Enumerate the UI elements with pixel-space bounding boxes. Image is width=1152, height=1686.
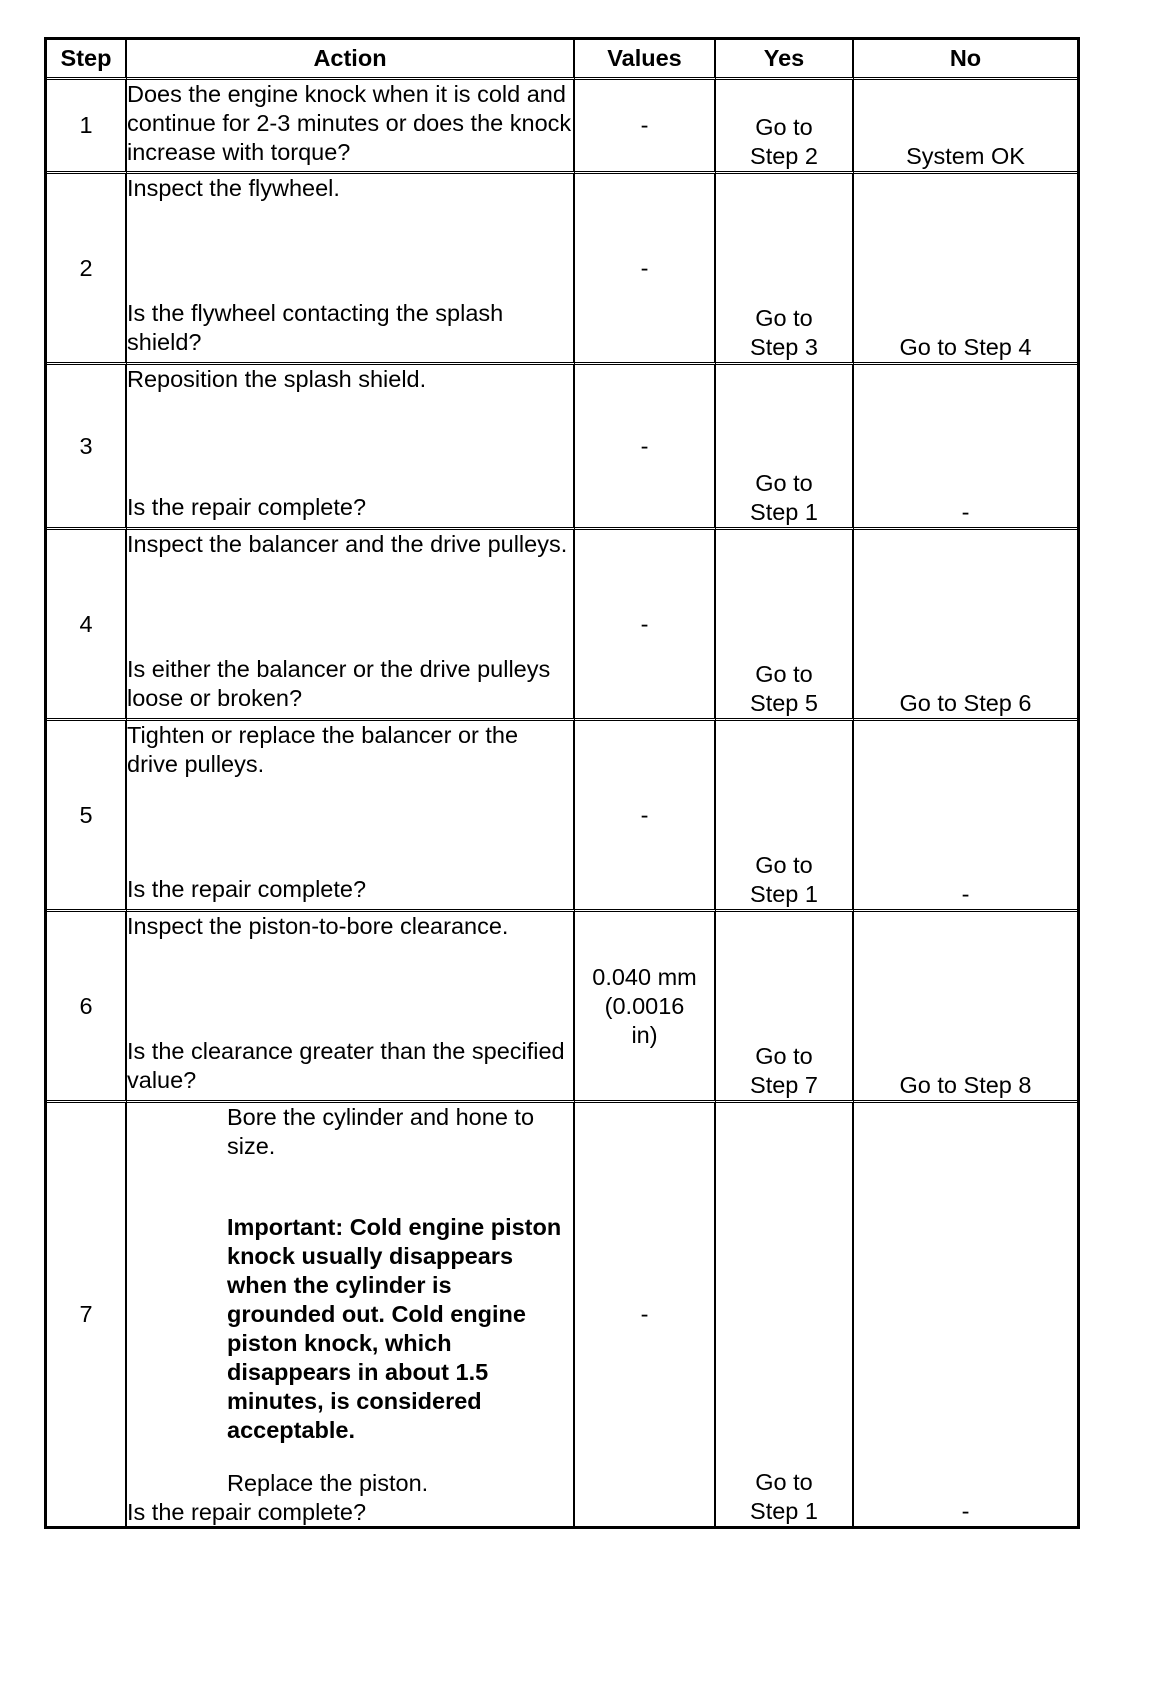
step-number: 1	[47, 80, 127, 174]
yes-text: Go to Step 1	[750, 470, 818, 525]
header-yes: Yes	[716, 40, 854, 80]
header-no: No	[854, 40, 1077, 80]
no-cell: -	[854, 721, 1077, 912]
values-cell: -	[575, 1103, 716, 1526]
action-cell	[127, 1103, 575, 1526]
table-row	[47, 1103, 1077, 1526]
yes-text: Go to Step 2	[750, 114, 818, 169]
values-cell: -	[575, 721, 716, 912]
action-text: Tighten or replace the balancer or the drive pulleys.	[127, 722, 519, 777]
values-cell: -	[575, 365, 716, 530]
action-cell	[127, 174, 575, 365]
yes-text: Go to Step 3	[750, 305, 818, 360]
table-row	[47, 721, 1077, 912]
action-question: Is either the balancer or the drive pulleys loose or broken?	[127, 656, 551, 711]
yes-cell	[716, 912, 854, 1103]
yes-cell	[716, 530, 854, 721]
values-cell: -	[575, 174, 716, 365]
action-text: Inspect the flywheel.	[127, 175, 340, 201]
header-step: Step	[47, 40, 127, 80]
action-text: Bore the cylinder and hone to size.	[227, 1104, 535, 1159]
yes-text: Go to Step 1	[750, 852, 818, 907]
header-action: Action	[127, 40, 575, 80]
table-row	[47, 912, 1077, 1103]
table-row	[47, 530, 1077, 721]
no-cell: Go to Step 6	[854, 530, 1077, 721]
action-cell	[127, 80, 575, 174]
table-row	[47, 365, 1077, 530]
action-question: Is the flywheel contacting the splash shield?	[127, 300, 504, 355]
step-number: 2	[47, 174, 127, 365]
step-number: 3	[47, 365, 127, 530]
action-cell	[127, 365, 575, 530]
table-row	[47, 174, 1077, 365]
action-cell	[127, 530, 575, 721]
yes-text: Go to Step 5	[750, 661, 818, 716]
yes-text: Go to Step 7	[750, 1043, 818, 1098]
step-number: 7	[47, 1103, 127, 1526]
yes-cell	[716, 721, 854, 912]
step-number: 4	[47, 530, 127, 721]
yes-cell	[716, 1103, 854, 1526]
diagnostic-table	[44, 37, 1080, 1529]
action-question: Is the repair complete?	[127, 1499, 367, 1525]
important-note: Important: Cold engine piston knock usually disappears when the cylinder is grounded out. Cold engine piston knock, which disappears in about 1.5 minutes, is considered acceptable.	[227, 1214, 562, 1443]
header-row	[47, 40, 1077, 80]
action-text: Does the engine knock when it is cold and continue for 2-3 minutes or does the knock increase with torque?	[127, 81, 572, 165]
no-cell: System OK	[854, 80, 1077, 174]
action-cell	[127, 721, 575, 912]
no-cell: -	[961, 1498, 970, 1524]
action-cell	[127, 912, 575, 1103]
table-row	[47, 80, 1077, 174]
yes-cell	[716, 365, 854, 530]
action-question: Is the repair complete?	[127, 494, 367, 520]
action-text: Replace the piston.	[227, 1470, 429, 1496]
action-question: Is the repair complete?	[127, 876, 367, 902]
yes-cell	[716, 80, 854, 174]
no-cell: Go to Step 4	[854, 174, 1077, 365]
action-text: Inspect the balancer and the drive pulleys.	[127, 531, 568, 557]
yes-cell	[716, 174, 854, 365]
no-cell: Go to Step 8	[854, 912, 1077, 1103]
header-values: Values	[575, 40, 716, 80]
no-cell: -	[854, 365, 1077, 530]
action-question: Is the clearance greater than the specified value?	[127, 1038, 565, 1093]
yes-text: Go to Step 1	[750, 1469, 818, 1524]
values-text: 0.040 mm (0.0016 in)	[592, 963, 697, 1048]
step-number: 5	[47, 721, 127, 912]
action-text: Inspect the piston-to-bore clearance.	[127, 913, 509, 939]
values-cell	[575, 912, 716, 1103]
action-text: Reposition the splash shield.	[127, 366, 427, 392]
values-cell: -	[575, 530, 716, 721]
values-cell: -	[575, 80, 716, 174]
step-number: 6	[47, 912, 127, 1103]
